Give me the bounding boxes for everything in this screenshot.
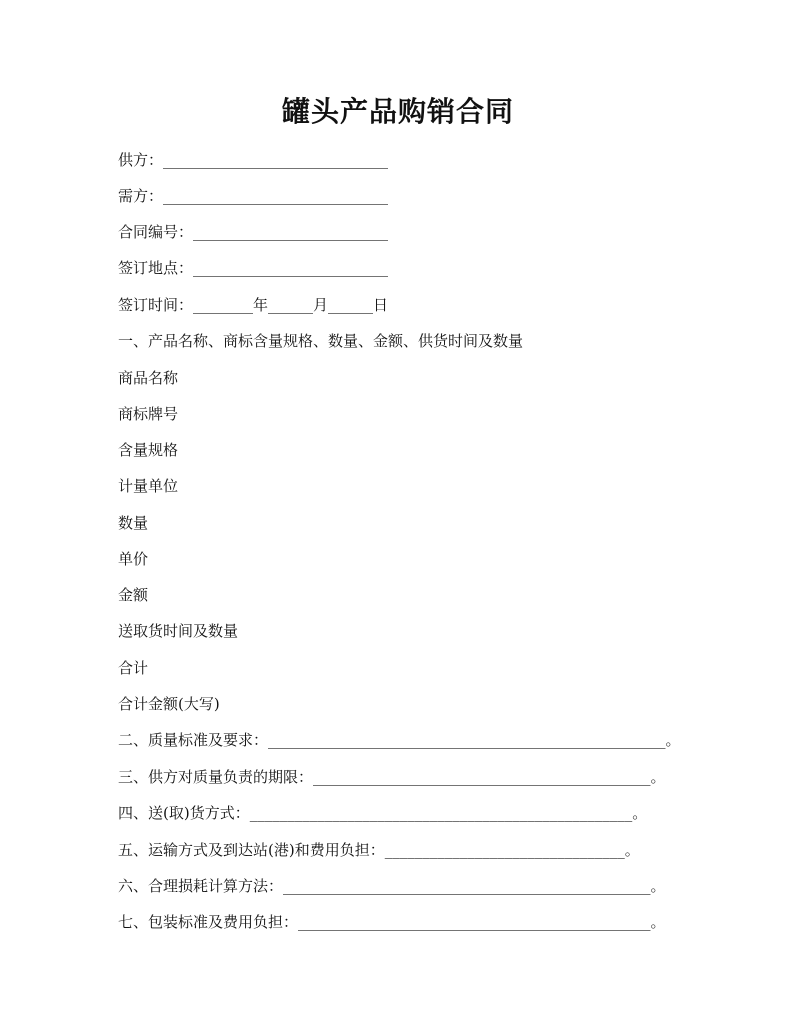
section-4-line: 四、送(取)货方式：___________________________________________________。	[118, 804, 648, 822]
supplier-line: 供方：______________________________	[118, 151, 389, 169]
field-total: 合计	[118, 659, 149, 677]
signing-date-line: 签订时间：________年______月______日	[118, 296, 389, 314]
field-total-uppercase: 合计金额(大写)	[118, 695, 220, 713]
contract-number-line: 合同编号：__________________________	[118, 223, 389, 241]
signing-place-line: 签订地点：__________________________	[118, 259, 389, 277]
field-spec: 含量规格	[118, 441, 179, 459]
field-amount: 金额	[118, 586, 149, 604]
section-5-line: 五、运输方式及到达站(港)和费用负担：________________________________。	[118, 841, 640, 859]
section-2-line: 二、质量标准及要求：_____________________________________________________。	[118, 731, 681, 749]
field-unit: 计量单位	[118, 477, 179, 495]
buyer-line: 需方：______________________________	[118, 187, 389, 205]
field-delivery-time: 送取货时间及数量	[118, 622, 239, 640]
section-1-heading: 一、产品名称、商标含量规格、数量、金额、供货时间及数量	[118, 332, 524, 350]
field-unit-price: 单价	[118, 550, 149, 568]
document-title: 罐头产品购销合同	[281, 95, 514, 128]
section-6-line: 六、合理损耗计算方法：_________________________________________________。	[118, 877, 666, 895]
section-3-line: 三、供方对质量负责的期限：_____________________________________________。	[118, 768, 666, 786]
field-quantity: 数量	[118, 514, 149, 532]
field-brand: 商标牌号	[118, 405, 179, 423]
field-product-name: 商品名称	[118, 369, 179, 387]
section-7-line: 七、包装标准及费用负担：_______________________________________________。	[118, 913, 666, 931]
